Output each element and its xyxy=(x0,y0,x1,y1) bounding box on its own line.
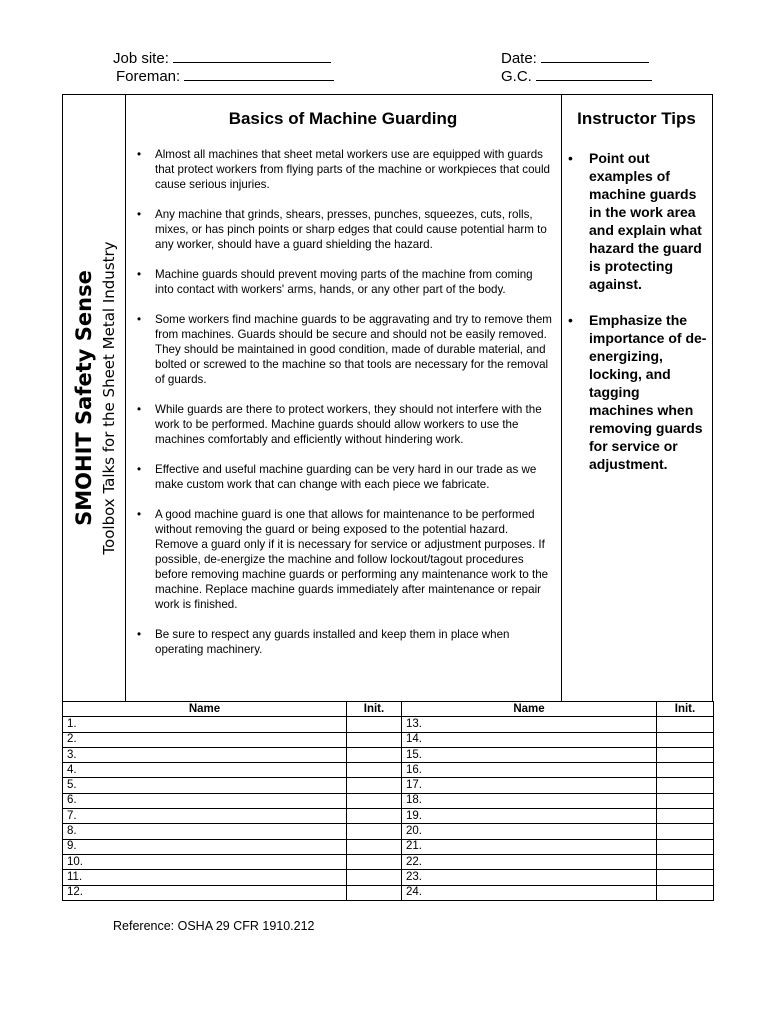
bullet-item: • Machine guards should prevent moving parts of the machine from coming into contact with workers' arms, hands, or any other part of the body. xyxy=(133,267,553,297)
init-cell[interactable] xyxy=(347,854,402,869)
table-row xyxy=(63,854,714,869)
table-row xyxy=(63,778,714,793)
name-header: Name xyxy=(402,702,657,717)
row-number-name-cell[interactable]: 2. xyxy=(63,732,347,747)
row-number-name-cell[interactable]: 4. xyxy=(63,763,347,778)
table-row xyxy=(63,717,714,732)
init-cell[interactable] xyxy=(657,747,714,762)
init-cell[interactable] xyxy=(657,809,714,824)
gc-blank[interactable] xyxy=(536,65,652,81)
sidebar-title: SMOHIT Safety Sense xyxy=(72,270,96,526)
job-site-blank[interactable] xyxy=(173,47,331,63)
table-row xyxy=(63,809,714,824)
init-cell[interactable] xyxy=(347,870,402,885)
page-title: Basics of Machine Guarding xyxy=(228,109,458,128)
gc-field xyxy=(501,65,652,86)
sidebar-rotated-text xyxy=(69,241,119,554)
row-number-name-cell[interactable]: 20. xyxy=(402,824,657,839)
init-cell[interactable] xyxy=(347,793,402,808)
row-number-name-cell[interactable]: 18. xyxy=(402,793,657,808)
init-cell[interactable] xyxy=(657,732,714,747)
table-row xyxy=(63,885,714,900)
tip-item: • Point out examples of machine guards in the work area and explain what hazard the guard is protecting against. xyxy=(567,149,708,293)
row-number-name-cell[interactable]: 24. xyxy=(402,885,657,900)
init-cell[interactable] xyxy=(657,824,714,839)
init-cell[interactable] xyxy=(347,824,402,839)
bullet-item: • Almost all machines that sheet metal workers use are equipped with guards that protect workers from flying parts of the machine or workpieces that could cause serious injuries. xyxy=(133,147,553,192)
table-row xyxy=(63,824,714,839)
init-cell[interactable] xyxy=(347,763,402,778)
tips-title: Instructor Tips xyxy=(577,109,696,128)
foreman-label: Foreman: xyxy=(116,68,181,85)
row-number-name-cell[interactable]: 23. xyxy=(402,870,657,885)
table-row xyxy=(63,747,714,762)
gc-label: G.C. xyxy=(501,68,532,85)
main-bullet-list xyxy=(133,147,553,672)
instructor-tips xyxy=(561,95,712,701)
bullet-item: • Some workers find machine guards to be aggravating and try to remove them from machines. Guards should be secure and should not be easily removed. They should be maintained in good condition, made of durable material, and bolted or screwed to the machine so that tools are necessary for the removal of guards. xyxy=(133,312,553,387)
job-site-label: Job site: xyxy=(113,50,169,67)
init-cell[interactable] xyxy=(347,839,402,854)
sign-in-table xyxy=(62,701,714,901)
bullet-item: • While guards are there to protect workers, they should not interfere with the work to be performed. Machine guards should allow workers to use the machines comfortably and efficiently without hindering work. xyxy=(133,402,553,447)
init-cell[interactable] xyxy=(347,732,402,747)
init-cell[interactable] xyxy=(657,763,714,778)
init-cell[interactable] xyxy=(657,854,714,869)
init-cell[interactable] xyxy=(657,885,714,900)
name-header: Name xyxy=(63,702,347,717)
talk-frame xyxy=(62,94,713,702)
foreman-blank[interactable] xyxy=(184,65,334,81)
tip-item: • Emphasize the importance of de-energizing, locking, and tagging machines when removing guards for service or adjustment. xyxy=(567,311,708,473)
init-cell[interactable] xyxy=(657,793,714,808)
sidebar-banner xyxy=(63,95,126,701)
row-number-name-cell[interactable]: 10. xyxy=(63,854,347,869)
bullet-item: • Any machine that grinds, shears, presses, punches, squeezes, cuts, rolls, mixes, or has pinch points or sharp edges that could cause potential harm to any worker, should have a guard shielding the hazard. xyxy=(133,207,553,252)
row-number-name-cell[interactable]: 21. xyxy=(402,839,657,854)
foreman-field xyxy=(116,65,334,86)
row-number-name-cell[interactable]: 1. xyxy=(63,717,347,732)
sidebar-subtitle: Toolbox Talks for the Sheet Metal Industry xyxy=(100,241,118,555)
row-number-name-cell[interactable]: 6. xyxy=(63,793,347,808)
table-row xyxy=(63,763,714,778)
init-header: Init. xyxy=(657,702,714,717)
row-number-name-cell[interactable]: 11. xyxy=(63,870,347,885)
table-row xyxy=(63,793,714,808)
table-row xyxy=(63,839,714,854)
date-label: Date: xyxy=(501,50,537,67)
init-cell[interactable] xyxy=(657,839,714,854)
row-number-name-cell[interactable]: 15. xyxy=(402,747,657,762)
init-cell[interactable] xyxy=(347,747,402,762)
main-content xyxy=(125,95,562,701)
sign-in-rows xyxy=(63,717,714,901)
row-number-name-cell[interactable]: 3. xyxy=(63,747,347,762)
init-cell[interactable] xyxy=(347,778,402,793)
init-cell[interactable] xyxy=(347,809,402,824)
row-number-name-cell[interactable]: 7. xyxy=(63,809,347,824)
init-cell[interactable] xyxy=(347,885,402,900)
date-blank[interactable] xyxy=(541,47,649,63)
init-cell[interactable] xyxy=(657,870,714,885)
row-number-name-cell[interactable]: 12. xyxy=(63,885,347,900)
bullet-item: • Effective and useful machine guarding can be very hard in our trade as we make custom work that can change with each piece we fabricate. xyxy=(133,462,553,492)
row-number-name-cell[interactable]: 22. xyxy=(402,854,657,869)
row-number-name-cell[interactable]: 17. xyxy=(402,778,657,793)
row-number-name-cell[interactable]: 8. xyxy=(63,824,347,839)
row-number-name-cell[interactable]: 9. xyxy=(63,839,347,854)
init-cell[interactable] xyxy=(347,717,402,732)
init-cell[interactable] xyxy=(657,717,714,732)
table-header-row xyxy=(63,702,714,717)
row-number-name-cell[interactable]: 13. xyxy=(402,717,657,732)
table-row xyxy=(63,870,714,885)
tips-list xyxy=(567,149,708,491)
reference-note: Reference: OSHA 29 CFR 1910.212 xyxy=(113,919,315,933)
table-row xyxy=(63,732,714,747)
bullet-item: • Be sure to respect any guards installed and keep them in place when operating machinery. xyxy=(133,627,553,657)
init-header: Init. xyxy=(347,702,402,717)
row-number-name-cell[interactable]: 14. xyxy=(402,732,657,747)
init-cell[interactable] xyxy=(657,778,714,793)
row-number-name-cell[interactable]: 5. xyxy=(63,778,347,793)
bullet-item: • A good machine guard is one that allows for maintenance to be performed without removing the guard or being exposed to the potential hazard. Remove a guard only if it is necessary for service or adjustment purposes. If possible, de-energize the machine and follow lockout/tagout procedures before removing machine guards or performing any maintenance work to the machine. Replace machine guards immediately after maintenance or repair work is finished. xyxy=(133,507,553,612)
row-number-name-cell[interactable]: 16. xyxy=(402,763,657,778)
row-number-name-cell[interactable]: 19. xyxy=(402,809,657,824)
